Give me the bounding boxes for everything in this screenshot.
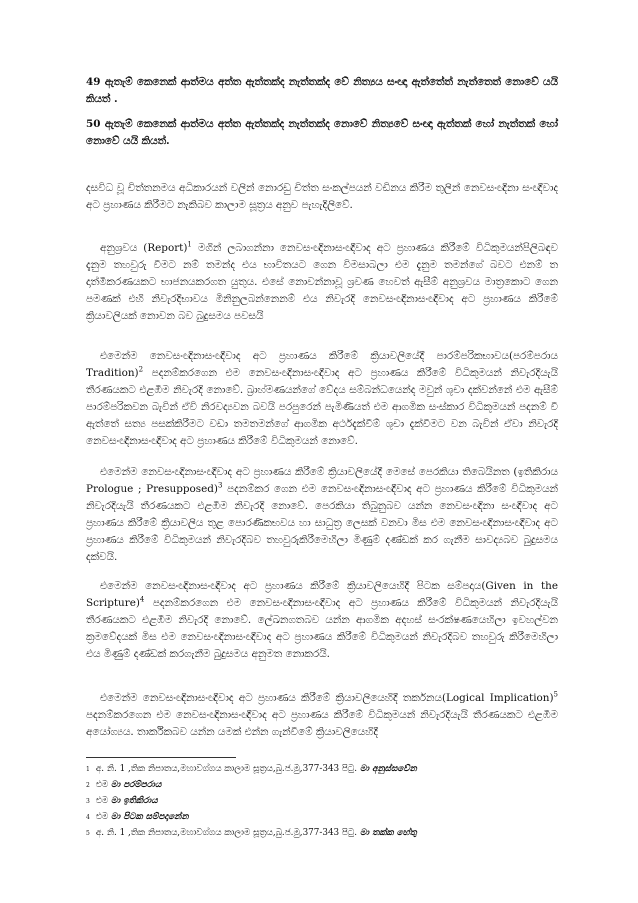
footnote-number: 5 <box>86 830 90 837</box>
intro-paragraph: දසවිධ වූ චිත්තනමය අධිකාරයන් වලින් නොරඩු චිත්ත සංකල්පයන් වඩිනය කිරීම තුලින් නෙවසංඥිනා සංඥීවාද අට ප්‍රහාණය කිරීමට නැකිබව කාලාම සූත්‍රය අනුව පැහැදිලිවේ. <box>86 182 558 211</box>
footnote-1 <box>86 762 558 778</box>
logic-body: පදනම්කරගෙන එම නෙවසංඥිනාසංඥීවාද අට ප්‍රහාණය කිරීමේ විධිකුමයන් නිවැරදියැයි තීරණයකට එළඹීම අයෝග්‍යය. තාර්කිකබව යන්න යමක් එන්න ගැන්වීමේ ක්‍රියාවලියෙහිදී <box>86 709 558 738</box>
prologue-paragraph <box>86 464 558 566</box>
footnote-5 <box>86 826 558 842</box>
scripture-body: පදනම්කරගෙන එම නෙවසංඥිනාසංඥීවාද අට ප්‍රහාණය කිරීමේ විධිකුමයන් නිවැරදියැයි තීරණයකට එළඹීම නිවැරදි නොවේ. ලේඛනගතබව යන්න ආගමික අදහස් සංරක්ෂණයෙහිලා ඉවහල්වන ක්‍රමවේදයක් මිස එම නෙවසංඥිනාසංඥීවාද අට ප්‍රහාණය කිරීමේ විධිකුමයන් නිවැරදිබව තහවුරු කිරීමෙහිලා එය මිණුම් දණ්ඩක් කරගැනීම බුදුසමය අනුමත නොකරයි. <box>86 597 558 660</box>
footnote-pali: මා පරම්පරාය <box>110 780 162 790</box>
footnote-ref-5: 5 <box>553 690 558 699</box>
tradition-body: පදනම්කරගෙන එම නෙවසංඥිනාසංඥීවාද අට ප්‍රහාණය කිරීමේ විධිකුමයන් නිවැරදියැයි තීරණයකට එළඹීම නිවැරදි නොවේ. බ්‍රාහ්මණයන්ගේ වේදය සම්බන්ධයෙන්ද මවුන් ශුචා දක්වන්නේ එම ඇසීම් පාරම්පරිකවන බැවින් ඒවි නිරවද්‍යවන බවයි පරපුරෙන් පැමිණියත් එම ආගමික සංස්කාර විධිකුමයන් පදනම් වී ඇත්තේ සත්‍ය පසක්කිරීමට වඩා තමතමන්ගේ ආගමික අර්ථදැක්වීම් ශුචා දැක්වීමට වන බැවින් ඒවා නිවැරදි නෙවසංඥිනාසංඥීවාද අට ප්‍රහාණය කිරීමේ විධිකුමයන් නොවේ. <box>86 367 558 447</box>
footnote-divider <box>86 757 236 758</box>
report-paragraph <box>86 240 558 325</box>
logic-lead: එමෙන්ම නෙවසංඥිනාසංඥීවාද අට ප්‍රහාණය කිරීමේ ක්‍රියාවලියෙහිදී තර්කනය(Logical Implication) <box>100 692 554 704</box>
tradition-paragraph <box>86 348 558 450</box>
footnote-number: 2 <box>86 782 90 789</box>
tradition-lead: එමෙන්ම නෙවසංඥිනාසංඥීවාද අට ප්‍රහාණය කිරීමේ ක්‍රියාවලියේදී පාරම්පරිකභාවය(පරම්පරාය Tradition) <box>86 350 558 379</box>
report-body: මගින් ලබාගන්නා නෙවසංඥිනාසංඥීවාද අට ප්‍රහාණය කිරීමේ විධිකුමයන්පිලිබඳව දැනුම තහවුරු වීමට නම් තමන්ද එය භාවිතයට ගෙන විමසාබලා එම දැනුම තමන්ගේ බවට එනම් ත දාත්මීකරණයකට භාජනයකරගත යුතුය. එසේ නොවන්නාවූ ශ්‍රවණ හෙවත් ඇසීම් අනුශ්‍රවය මාත්‍රකොට ගෙන පමණක් එහි නිවැරදිභාවය මිනිනුලබන්නෙනම් එය නිවැරදි නෙවසංඥිනාසංඥීවාද අට ප්‍රහාණය කිරීමේ ක්‍රියාවලියක් නොවන බව බුදුසමය පවසයි <box>86 242 558 322</box>
footnote-number: 4 <box>86 814 90 821</box>
footnote-text: අ. නි. 1 ,තික නිපාතය,මහාවග්ගය කාලාම සූත්‍රය,බු.ජ.මු,377-343 පිටු. <box>95 764 360 774</box>
footnote-pali: මා තක්ක හේතු <box>359 828 417 838</box>
paragraph-49: 49 ඇතැම් කෙනෙක් ආත්මය අත්ත ඇත්තක්ද නැත්තක්ද වේ නිත්‍යය සංඥා ඇත්තේත් නැත්තෙත් නොවේ යයි කියත් . <box>86 76 558 105</box>
footnote-text: එම <box>95 780 111 790</box>
footnote-number: 3 <box>86 798 90 805</box>
paragraph-50: 50 ඇතැම් කෙනෙක් ආත්මය අත්ත ඇත්තක්ද නැත්තක්ද නොවේ නිත්‍යවේ සංඥා ඇත්තක් හෝ නැත්තක් හෝ නොවේ යයි කියත්. <box>86 118 558 147</box>
prologue-lead: එමෙන්ම නෙවසංඥිනාසංඥීවාද අට ප්‍රහාණය කිරීමේ ක්‍රියාවලියේදී මෙසේ පෙරකියා තිබෙයිනත (ඉතිකිරාය Prologue ; Presupposed) <box>86 466 558 495</box>
footnote-3 <box>86 794 558 810</box>
scripture-lead: එමෙන්ම නෙවසංඥිනාසංඥීවාද අට ප්‍රහාණය කිරීමේ ක්‍රියාවලියෙහිදී පිටක සම්පදාය(Given in the Scripture) <box>86 580 558 609</box>
report-lead: අනුශ්‍රවය (Report) <box>100 242 188 254</box>
footnote-pali: මා ඉතිකිරාය <box>110 796 158 806</box>
footnote-number: 1 <box>86 766 90 773</box>
footnote-ref-1: 1 <box>187 240 192 249</box>
footnote-ref-2: 2 <box>138 365 144 374</box>
footnote-ref-4: 4 <box>139 595 145 604</box>
prologue-body: පදනම්කර ගෙන එම නෙවසංඥිනාසංඥීවාද අට ප්‍රහාණය කිරීමේ විධිකුමයන් නිවැරදියැයි තීරණයකට එළඹීම නිවැරදි නොවේ. පෙරකියා තිබුනුබව යන්න නෙවසංඥිනා සංඥීවාද අට ප්‍රහාණය කිරීමේ ක්‍රියාවලිය තුළ පොරණිකභවය හා සාධුත්‍ර ලෙසක් වනවා මිස එම නෙවසංඥිනාසංඥීවාද අට ප්‍රහාණය කිරීමේ විධිකුමයන් නිවැරදිබව තහවුරුකිරීමෙහිලා මිණුම් දණ්ඩක් කර ගැනීම සාවද්‍යබව බුදුසමය දක්වයි. <box>86 483 558 563</box>
logic-paragraph <box>86 690 558 741</box>
footnote-2 <box>86 778 558 794</box>
footnote-text: අ. නි. 1 ,තික නිපාතය,මහාවග්ගය කාලාම සූත්‍රය,බු.ජ.මු,377-343 පිටු. <box>95 828 360 838</box>
footnote-text: එම <box>95 796 111 806</box>
footnote-ref-3: 3 <box>217 481 223 490</box>
footnote-text: එම <box>95 812 111 822</box>
footnote-4 <box>86 810 558 826</box>
scripture-paragraph <box>86 578 558 663</box>
footnote-pali: මා අනුස්සවේන <box>359 764 417 774</box>
footnote-pali: මා පිටක සම්පදානේන <box>110 812 189 822</box>
